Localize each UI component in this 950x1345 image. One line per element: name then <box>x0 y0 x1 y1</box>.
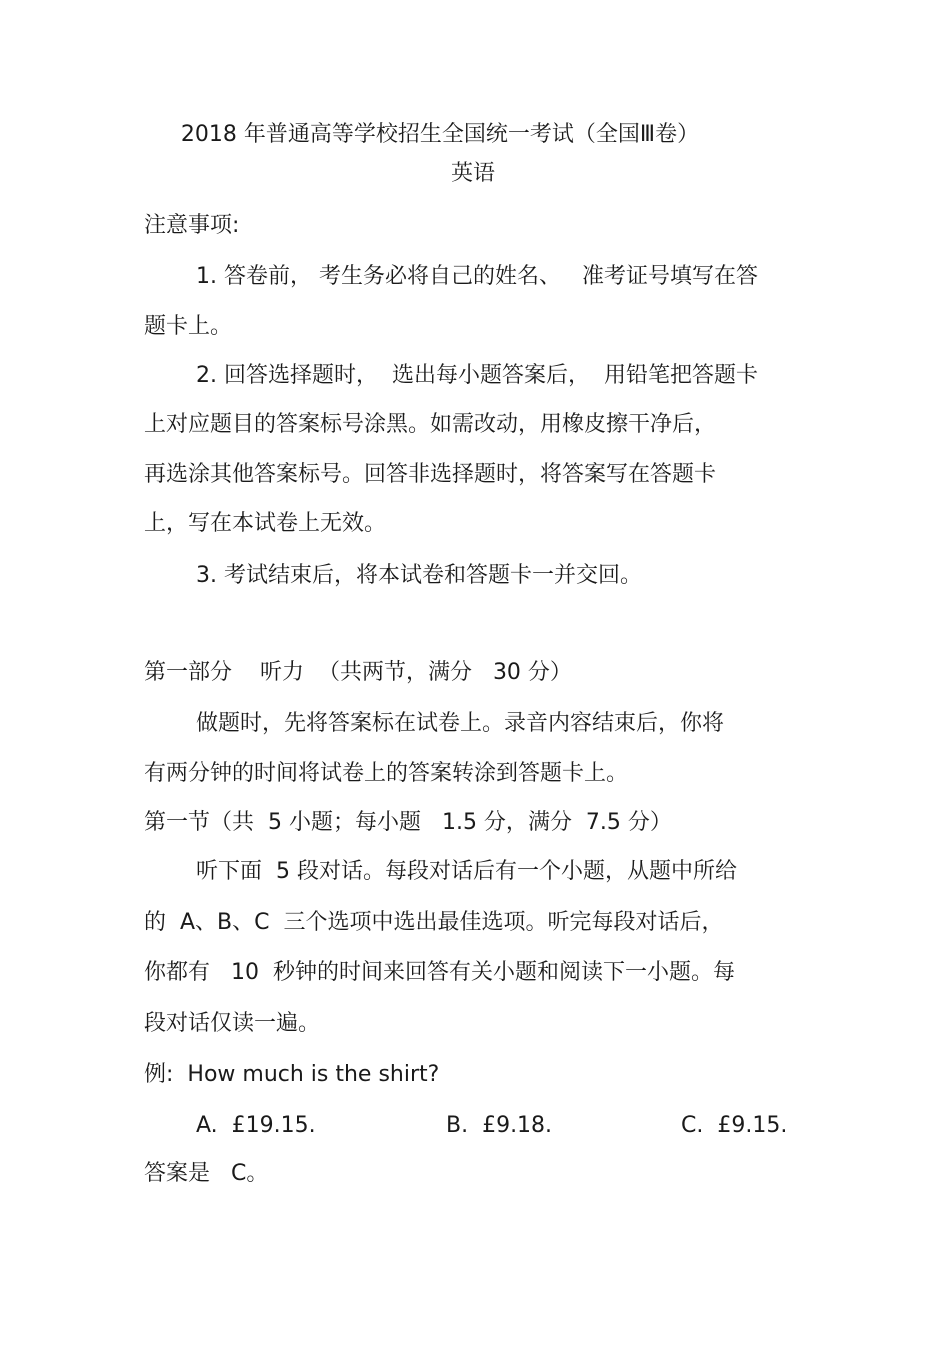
example-option-b: B. £9.18. <box>446 1113 553 1138</box>
notice-line: 再选涂其他答案标号。回答非选择题时，将答案写在答题卡 <box>144 462 717 487</box>
exam-title: 2018 年普通高等学校招生全国统一考试（全国Ⅲ卷） <box>180 122 700 147</box>
notice-line: 上对应题目的答案标号涂黑。如需改动，用橡皮擦干净后， <box>144 412 717 437</box>
notice-line: 1. 答卷前， 考生务必将自己的姓名、 准考证号填写在答 <box>196 264 758 289</box>
part1-intro-line: 做题时，先将答案标在试卷上。录音内容结束后，你将 <box>196 711 725 736</box>
section1-heading: 第一节（共 5 小题；每小题 1.5 分，满分 7.5 分） <box>144 810 672 835</box>
section1-line: 听下面 5 段对话。每段对话后有一个小题，从题中所给 <box>196 859 737 884</box>
notice-line: 上，写在本试卷上无效。 <box>144 511 387 536</box>
notice-line: 2. 回答选择题时， 选出每小题答案后， 用铅笔把答题卡 <box>196 363 758 388</box>
section1-line: 的 A、B、C 三个选项中选出最佳选项。听完每段对话后， <box>144 910 724 935</box>
example-prompt: 例: How much is the shirt? <box>144 1062 440 1087</box>
part1-intro-line: 有两分钟的时间将试卷上的答案转涂到答题卡上。 <box>144 761 629 786</box>
section1-line: 段对话仅读一遍。 <box>144 1011 321 1036</box>
example-answer: 答案是 C。 <box>144 1161 269 1186</box>
notice-heading: 注意事项: <box>144 213 240 238</box>
example-option-c: C. £9.15. <box>681 1113 788 1138</box>
subject-title: 英语 <box>450 161 495 186</box>
section1-line: 你都有 10 秒钟的时间来回答有关小题和阅读下一小题。每 <box>144 960 735 985</box>
part1-heading: 第一部分 听力 （共两节，满分 30 分） <box>144 660 572 685</box>
example-option-a: A. £19.15. <box>196 1113 316 1138</box>
notice-line: 题卡上。 <box>144 314 233 339</box>
notice-line: 3. 考试结束后，将本试卷和答题卡一并交回。 <box>196 563 642 588</box>
